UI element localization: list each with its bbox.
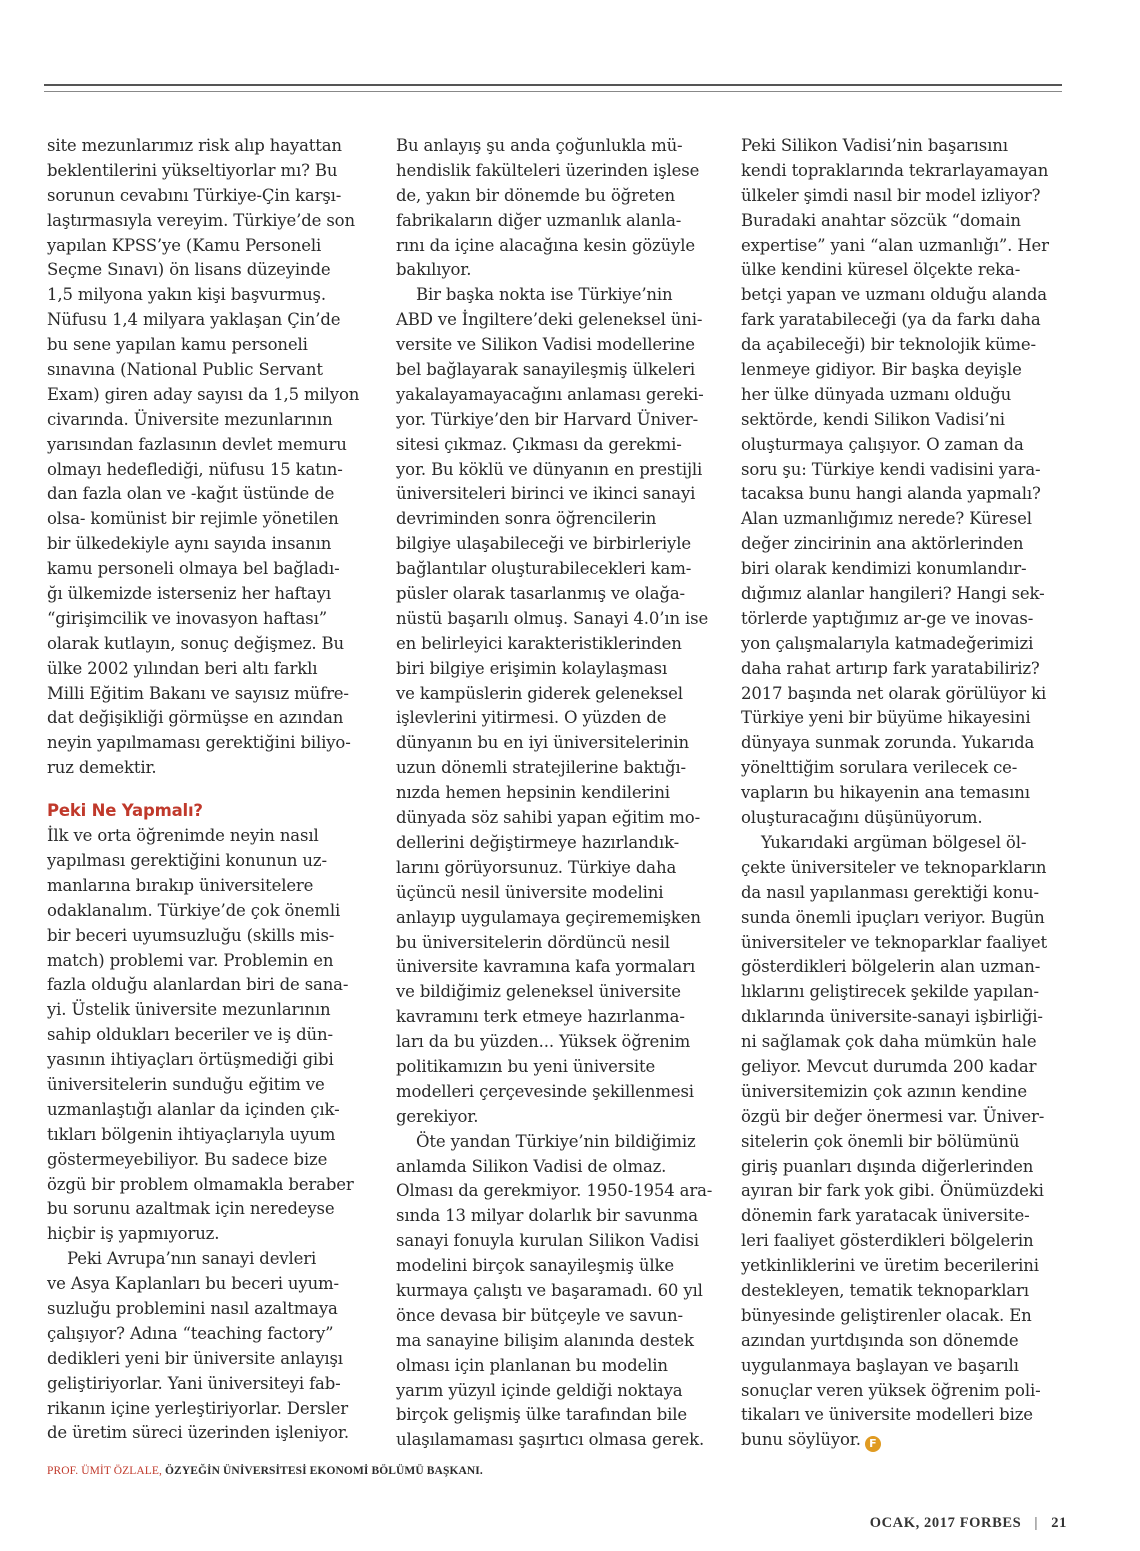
text-line: ni sağlamak çok daha mümkün hale [741, 1032, 1037, 1052]
text-line: dellerini değiştirmeye hazırlandık- [396, 832, 680, 852]
text-line: daha rahat artırıp fark yaratabiliriz? [741, 658, 1040, 678]
paragraph [47, 134, 385, 781]
text-line: yarım yüzyıl içinde geldiği noktaya [396, 1380, 683, 1400]
text-line: yor. Türkiye’den bir Harvard Üniver- [396, 409, 699, 429]
text-line: yarısından fazlasının devlet memuru [47, 434, 347, 454]
footer-separator: | [1034, 1515, 1039, 1531]
text-line: sitelerin çok önemli bir bölümünü [741, 1131, 1020, 1151]
text-line: ğı ülkemizde isterseniz her haftayı [47, 584, 331, 604]
text-line: azından yurtdışında son dönemde [741, 1330, 1019, 1350]
text-line: dönemin fark yaratacak üniversite- [741, 1206, 1030, 1226]
author-byline [47, 1465, 483, 1477]
text-line: kendi topraklarında tekrarlayamayan [741, 160, 1049, 180]
text-line: sahip oldukları beceriler ve iş dün- [47, 1025, 333, 1045]
article-column-1 [47, 134, 385, 1446]
text-line: önce devasa bir bütçeyle ve savun- [396, 1305, 683, 1325]
text-line: sanayi fonuyla kurulan Silikon Vadisi [396, 1231, 699, 1251]
section-heading: Peki Ne Yapmalı? [47, 801, 203, 821]
text-line: anlamda Silikon Vadisi de olmaz. [396, 1156, 667, 1176]
text-line: larını görüyorsunuz. Türkiye daha [396, 857, 677, 877]
text-line: ve Asya Kaplanları bu beceri uyum- [47, 1274, 339, 1294]
text-line: gerekiyor. [396, 1106, 479, 1126]
text-line: bu sorunu azaltmak için neredeyse [47, 1199, 335, 1219]
text-line: match) problemi var. Problemin en [47, 950, 334, 970]
text-line: ları da bu yüzden... Yüksek öğrenim [396, 1032, 691, 1052]
text-line: uzun dönemli stratejilerine baktığı- [396, 758, 686, 778]
text-line: sitesi çıkmaz. Çıkması da gerekmi- [396, 434, 682, 454]
text-line: dünyanın bu en iyi üniversitelerinin [396, 733, 689, 753]
text-line: “girişimcilik ve inovasyon haftası” [47, 608, 328, 628]
text-line: tıkları bölgenin ihtiyaçlarıyla uyum [47, 1124, 336, 1144]
text-line: da açabileceği) bir teknolojik küme- [741, 335, 1036, 355]
paragraph [47, 824, 385, 1247]
text-line: laştırmasıyla vereyim. Türkiye’de son [47, 210, 355, 230]
header-rule [44, 84, 1062, 86]
text-line: ülke kendini küresel ölçekte reka- [741, 260, 1021, 280]
text-line: Alan uzmanlığımız nerede? Küresel [741, 509, 1032, 529]
text-line: versite ve Silikon Vadisi modellerine [396, 335, 695, 355]
text-line: üçüncü nesil üniversite modelini [396, 882, 664, 902]
text-line: tikaları ve üniversite modelleri bize [741, 1405, 1033, 1425]
paragraph [396, 283, 734, 1129]
text-line: bel bağlayarak sanayileşmiş ülkeleri [396, 360, 696, 380]
page-footer [870, 1515, 1067, 1532]
text-line: en belirleyici karakteristiklerinden [396, 633, 682, 653]
text-line: kamu personeli olmaya bel bağladı- [47, 559, 340, 579]
text-line: İlk ve orta öğrenimde neyin nasıl [47, 826, 319, 846]
text-line: fabrikaların diğer uzmanlık alanla- [396, 210, 682, 230]
text-line: yakalayamayacağını anlaması gereki- [396, 384, 704, 404]
text-line: anlayıp uygulamaya geçirememişken [396, 907, 701, 927]
text-line: olsa- komünist bir rejimle yönetilen [47, 509, 339, 529]
text-line: Yukarıdaki argüman bölgesel öl- [761, 832, 1027, 852]
text-line: özgü bir problem olmamakla beraber [47, 1174, 354, 1194]
text-line: yon çalışmalarıyla katmadeğerimizi [741, 633, 1034, 653]
text-line: Bir başka nokta ise Türkiye’nin [416, 285, 673, 305]
text-line: Türkiye yeni bir büyüme hikayesini [741, 708, 1031, 728]
text-line: göstermeyebiliyor. Bu sadece bize [47, 1149, 328, 1169]
text-line: sında 13 milyar dolarlık bir savunma [396, 1206, 698, 1226]
article-column-2 [396, 134, 734, 1453]
text-line: kurmaya çalıştı ve başaramadı. 60 yıl [396, 1280, 703, 1300]
text-line: fark yaratabileceği (ya da farkı daha [741, 310, 1041, 330]
text-line: ve kampüslerin giderek geleneksel [396, 683, 683, 703]
text-line: bağlantılar oluşturabilecekleri kam- [396, 559, 692, 579]
text-line: üniversiteler ve teknoparklar faaliyet [741, 932, 1047, 952]
text-line: Öte yandan Türkiye’nin bildiğimiz [416, 1131, 696, 1151]
text-line: lıklarını geliştirecek şekilde yapılan- [741, 982, 1039, 1002]
text-line: 1,5 milyona yakın kişi başvurmuş. [47, 285, 326, 305]
text-line: ülkeler şimdi nasıl bir model izliyor? [741, 185, 1041, 205]
text-line: ABD ve İngiltere’deki geleneksel üni- [396, 310, 703, 330]
text-line: sektörde, kendi Silikon Vadisi’ni [741, 409, 1005, 429]
text-line: yönelttiğim sorulara verilecek ce- [741, 758, 1018, 778]
text-line: uzmanlaştığı alanlar da içinden çık- [47, 1099, 340, 1119]
text-line: Exam) giren aday sayısı da 1,5 milyon [47, 384, 360, 404]
text-line: ve bildiğimiz geleneksel üniversite [396, 982, 681, 1002]
text-line: hiçbir iş yapmıyoruz. [47, 1224, 220, 1244]
text-line: Buradaki anahtar sözcük “domain [741, 210, 1021, 230]
text-line: Olması da gerekmiyor. 1950-1954 ara- [396, 1181, 713, 1201]
text-line: dığımız alanlar hangileri? Hangi sek- [741, 584, 1045, 604]
page-number: 21 [1051, 1515, 1067, 1531]
text-line: ruz demektir. [47, 758, 157, 778]
text-line: odaklanalım. Türkiye’de çok önemli [47, 900, 341, 920]
text-line: bir beceri uyumsuzluğu (skills mis- [47, 925, 335, 945]
text-line: da nasıl yapılanması gerektiği konu- [741, 882, 1039, 902]
text-line: yasının ihtiyaçları örtüşmediği gibi [47, 1050, 334, 1070]
text-line: de, yakın bir dönemde bu öğreten [396, 185, 676, 205]
text-line: ma sanayine bilişim alanında destek [396, 1330, 694, 1350]
text-line: nızda hemen hepsinin kendilerini [396, 783, 670, 803]
magazine-name: FORBES [959, 1515, 1022, 1531]
text-line: üniversite kavramına kafa yormaları [396, 957, 696, 977]
paragraph [741, 831, 1079, 1453]
text-line: bilgiye ulaşabileceği ve birbirleriyle [396, 534, 691, 554]
forbes-end-mark-icon: F [865, 1436, 881, 1452]
paragraph [47, 1247, 385, 1446]
text-line: soru şu: Türkiye kendi vadisini yara- [741, 459, 1041, 479]
text-line: dünyaya sunmak zorunda. Yukarıda [741, 733, 1035, 753]
text-line: giriş puanları dışında diğerlerinden [741, 1156, 1034, 1176]
text-line: püsler olarak tasarlanmış ve olağa- [396, 584, 685, 604]
text-line: olmayı hedeflediği, nüfusu 15 katın- [47, 459, 343, 479]
paragraph [396, 1130, 734, 1454]
text-line: ulaşılamaması şaşırtıcı olmasa gerek. [396, 1430, 705, 1450]
text-line: biri bilgiye erişimin kolaylaşması [396, 658, 668, 678]
text-line: sonuçlar veren yüksek öğrenim poli- [741, 1380, 1041, 1400]
text-line: törlerde yaptığımız ar-ge ve inovas- [741, 608, 1034, 628]
text-line: yetkinliklerini ve üretim becerilerini [741, 1256, 1039, 1276]
text-line: ülke 2002 yılından beri altı farklı [47, 658, 318, 678]
text-line: geliştiriyorlar. Yani üniversiteyi fab- [47, 1373, 341, 1393]
text-line: her ülke dünyada uzmanı olduğu [741, 384, 1012, 404]
text-line: bir ülkedekiyle aynı sayıda insanın [47, 534, 332, 554]
text-line: üniversitemizin çok azının kendine [741, 1081, 1027, 1101]
text-line-content: bunu söylüyor. [741, 1430, 861, 1450]
text-line: üniversitelerin sunduğu eğitim ve [47, 1074, 325, 1094]
text-line: oluşturacağını düşünüyorum. [741, 808, 983, 828]
text-line: politikamızın bu yeni üniversite [396, 1056, 656, 1076]
text-line: yor. Bu köklü ve dünyanın en prestijli [396, 459, 703, 479]
text-line: yi. Üstelik üniversite mezunlarının [47, 1000, 331, 1020]
text-line [741, 1428, 1079, 1453]
text-line: değer zincirinin ana aktörlerinden [741, 534, 1024, 554]
text-line: uygulanmaya başlayan ve başarılı [741, 1355, 1019, 1375]
text-line: hendislik fakülteleri üzerinden işlese [396, 160, 700, 180]
text-line: yapılması gerektiğini konunun uz- [47, 850, 327, 870]
text-line: kavramını terk etmeye hazırlanma- [396, 1007, 685, 1027]
text-line: civarında. Üniversite mezunlarının [47, 409, 333, 429]
paragraph [741, 134, 1079, 831]
text-line: bünyesinde geliştirenler olacak. En [741, 1305, 1032, 1325]
paragraph [396, 134, 734, 283]
text-line: Peki Avrupa’nın sanayi devleri [67, 1249, 317, 1269]
text-line: neyin yapılmaması gerektiğini biliyo- [47, 733, 351, 753]
text-line: vapların bu hikayenin ana temasını [741, 783, 1030, 803]
text-line: suzluğu problemini nasıl azaltmaya [47, 1298, 338, 1318]
text-line: lenmeye gidiyor. Bir başka deyişle [741, 360, 1022, 380]
text-line: dan fazla olan ve -kağıt üstünde de [47, 484, 335, 504]
text-line: 2017 başında net olarak görülüyor ki [741, 683, 1047, 703]
text-line: olarak kutlayın, sonuç değişmez. Bu [47, 633, 344, 653]
issue-date: OCAK, 2017 [869, 1515, 956, 1531]
text-line: dıklarında üniversite-sanayi işbirliği- [741, 1007, 1043, 1027]
text-line: de üretim süreci üzerinden işleniyor. [47, 1423, 349, 1443]
text-line: çekte üniversiteler ve teknoparkların [741, 857, 1047, 877]
text-line: modelleri çerçevesinde şekillenmesi [396, 1081, 694, 1101]
text-line: site mezunlarımız risk alıp hayattan [47, 136, 342, 155]
text-line: expertise” yani “alan uzmanlığı”. Her [741, 235, 1049, 255]
text-line: Milli Eğitim Bakanı ve sayısız müfre- [47, 683, 349, 703]
text-line: yapılan KPSS’ye (Kamu Personeli [47, 235, 322, 255]
text-line: olması için planlanan bu modelin [396, 1355, 668, 1375]
text-line: birçok gelişmiş ülke tarafından bile [396, 1405, 687, 1425]
article-column-3 [741, 134, 1079, 1453]
text-line: Peki Silikon Vadisi’nin başarısını [741, 136, 1008, 155]
text-line: bakılıyor. [396, 260, 472, 280]
text-line: sorunun cevabını Türkiye-Çin karşı- [47, 185, 342, 205]
text-line: bu sene yapılan kamu personeli [47, 335, 308, 355]
text-line: sunda önemli ipuçları veriyor. Bugün [741, 907, 1045, 927]
author-name: PROF. ÜMİT ÖZLALE, [47, 1465, 163, 1477]
text-line: beklentilerini yükseltiyorlar mı? Bu [47, 160, 338, 180]
text-line: betçi yapan ve uzmanı olduğu alanda [741, 285, 1047, 305]
text-line: sınavına (National Public Servant [47, 360, 323, 380]
text-line: gösterdikleri bölgelerin alan uzman- [741, 957, 1041, 977]
text-line: destekleyen, tematik teknoparkları [741, 1280, 1029, 1300]
text-line: ayıran bir fark yok gibi. Önümüzdeki [741, 1181, 1044, 1201]
text-line: özgü bir değer önermesi var. Üniver- [741, 1106, 1045, 1126]
text-line: nüstü başarılı olmuş. Sanayi 4.0’ın ise [396, 608, 709, 628]
header-rule-thin [44, 91, 1062, 92]
text-line: Bu anlayış şu anda çoğunlukla mü- [396, 136, 683, 155]
text-line: leri faaliyet gösterdikleri bölgelerin [741, 1231, 1034, 1251]
text-line: geliyor. Mevcut durumda 200 kadar [741, 1056, 1037, 1076]
text-line: manlarına bırakıp üniversitelere [47, 875, 314, 895]
text-line: tacaksa bunu hangi alanda yapmalı? [741, 484, 1041, 504]
text-line: biri olarak kendimizi konumlandır- [741, 559, 1027, 579]
text-line: rını da içine alacağına kesin gözüyle [396, 235, 695, 255]
text-line: çalışıyor? Adına “teaching factory” [47, 1323, 334, 1343]
text-line: dat değişikliği görmüşse en azından [47, 708, 344, 728]
text-line: dedikleri yeni bir üniversite anlayışı [47, 1348, 343, 1368]
text-line: işlevlerini yitirmesi. O yüzden de [396, 708, 667, 728]
text-line: fazla olduğu alanlardan biri de sana- [47, 975, 349, 995]
text-line: dünyada söz sahibi yapan eğitim mo- [396, 808, 700, 828]
text-line: üniversiteleri birinci ve ikinci sanayi [396, 484, 696, 504]
text-line: Seçme Sınavı) ön lisans düzeyinde [47, 260, 331, 280]
text-line: bu üniversitelerin dördüncü nesil [396, 932, 670, 952]
text-line: modelini birçok sanayileşmiş ülke [396, 1256, 674, 1276]
text-line: oluşturmaya çalışıyor. O zaman da [741, 434, 1024, 454]
text-line: Nüfusu 1,4 milyara yaklaşan Çin’de [47, 310, 341, 330]
text-line: rikanın içine yerleştiriyorlar. Dersler [47, 1398, 349, 1418]
author-title: ÖZYEĞİN ÜNİVERSİTESİ EKONOMİ BÖLÜMÜ BAŞKANI. [165, 1465, 483, 1477]
text-line: devriminden sonra öğrencilerin [396, 509, 657, 529]
